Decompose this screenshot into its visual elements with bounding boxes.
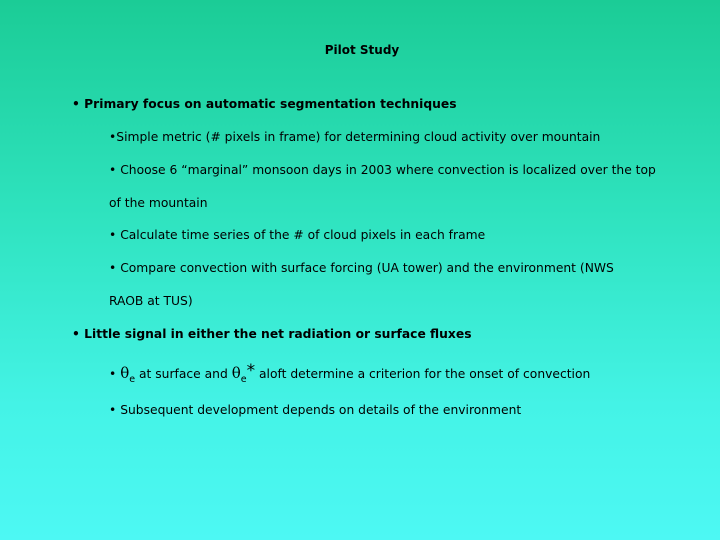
bullet-glyph: •: [109, 228, 117, 242]
bullet-choose-days-continued: [109, 195, 208, 211]
bullet-text: Primary focus on automatic segmentation techniques: [84, 97, 457, 111]
bullet-text: RAOB at TUS): [109, 294, 193, 308]
bullet-theta-criterion: [109, 361, 591, 385]
bullet-compare-convection: [109, 260, 614, 276]
bullet-text: Subsequent development depends on details of the environment: [120, 403, 522, 417]
bullet-text: Choose 6 “marginal” monsoon days in 2003 where convection is localized over the top: [120, 163, 656, 177]
bullet-text: Little signal in either the net radiation or surface fluxes: [84, 327, 472, 341]
bullet-simple-metric: [109, 129, 600, 145]
bullet-text: of the mountain: [109, 196, 208, 210]
bullet-compare-convection-continued: [109, 293, 193, 309]
bullet-subsequent-development: [109, 402, 521, 418]
theta-subscript: e: [129, 374, 136, 385]
bullet-little-signal: [72, 326, 472, 342]
bullet-text: Simple metric (# pixels in frame) for determining cloud activity over mountain: [116, 130, 601, 144]
theta-symbol: θ: [231, 364, 241, 382]
slide-title: Pilot Study: [324, 43, 400, 57]
theta-subscript: e: [240, 374, 247, 385]
bullet-glyph: •: [109, 261, 117, 275]
bullet-text: Calculate time series of the # of cloud pixels in each frame: [120, 228, 486, 242]
bullet-choose-days: [109, 162, 656, 178]
bullet-glyph: •: [72, 97, 80, 111]
theta-symbol: θ: [120, 364, 130, 382]
bullet-text: Compare convection with surface forcing (UA tower) and the environment (NWS: [120, 261, 614, 275]
bullet-primary-focus: [72, 96, 457, 112]
bullet-glyph: •: [109, 403, 117, 417]
theta-star: *: [246, 361, 256, 381]
bullet-glyph: •: [109, 130, 117, 144]
bullet-text-part1: at surface and: [139, 367, 228, 381]
bullet-glyph: •: [109, 367, 117, 381]
bullet-glyph: •: [72, 327, 80, 341]
bullet-time-series: [109, 227, 485, 243]
bullet-glyph: •: [109, 163, 117, 177]
bullet-text-part2: aloft determine a criterion for the onset of convection: [259, 367, 591, 381]
